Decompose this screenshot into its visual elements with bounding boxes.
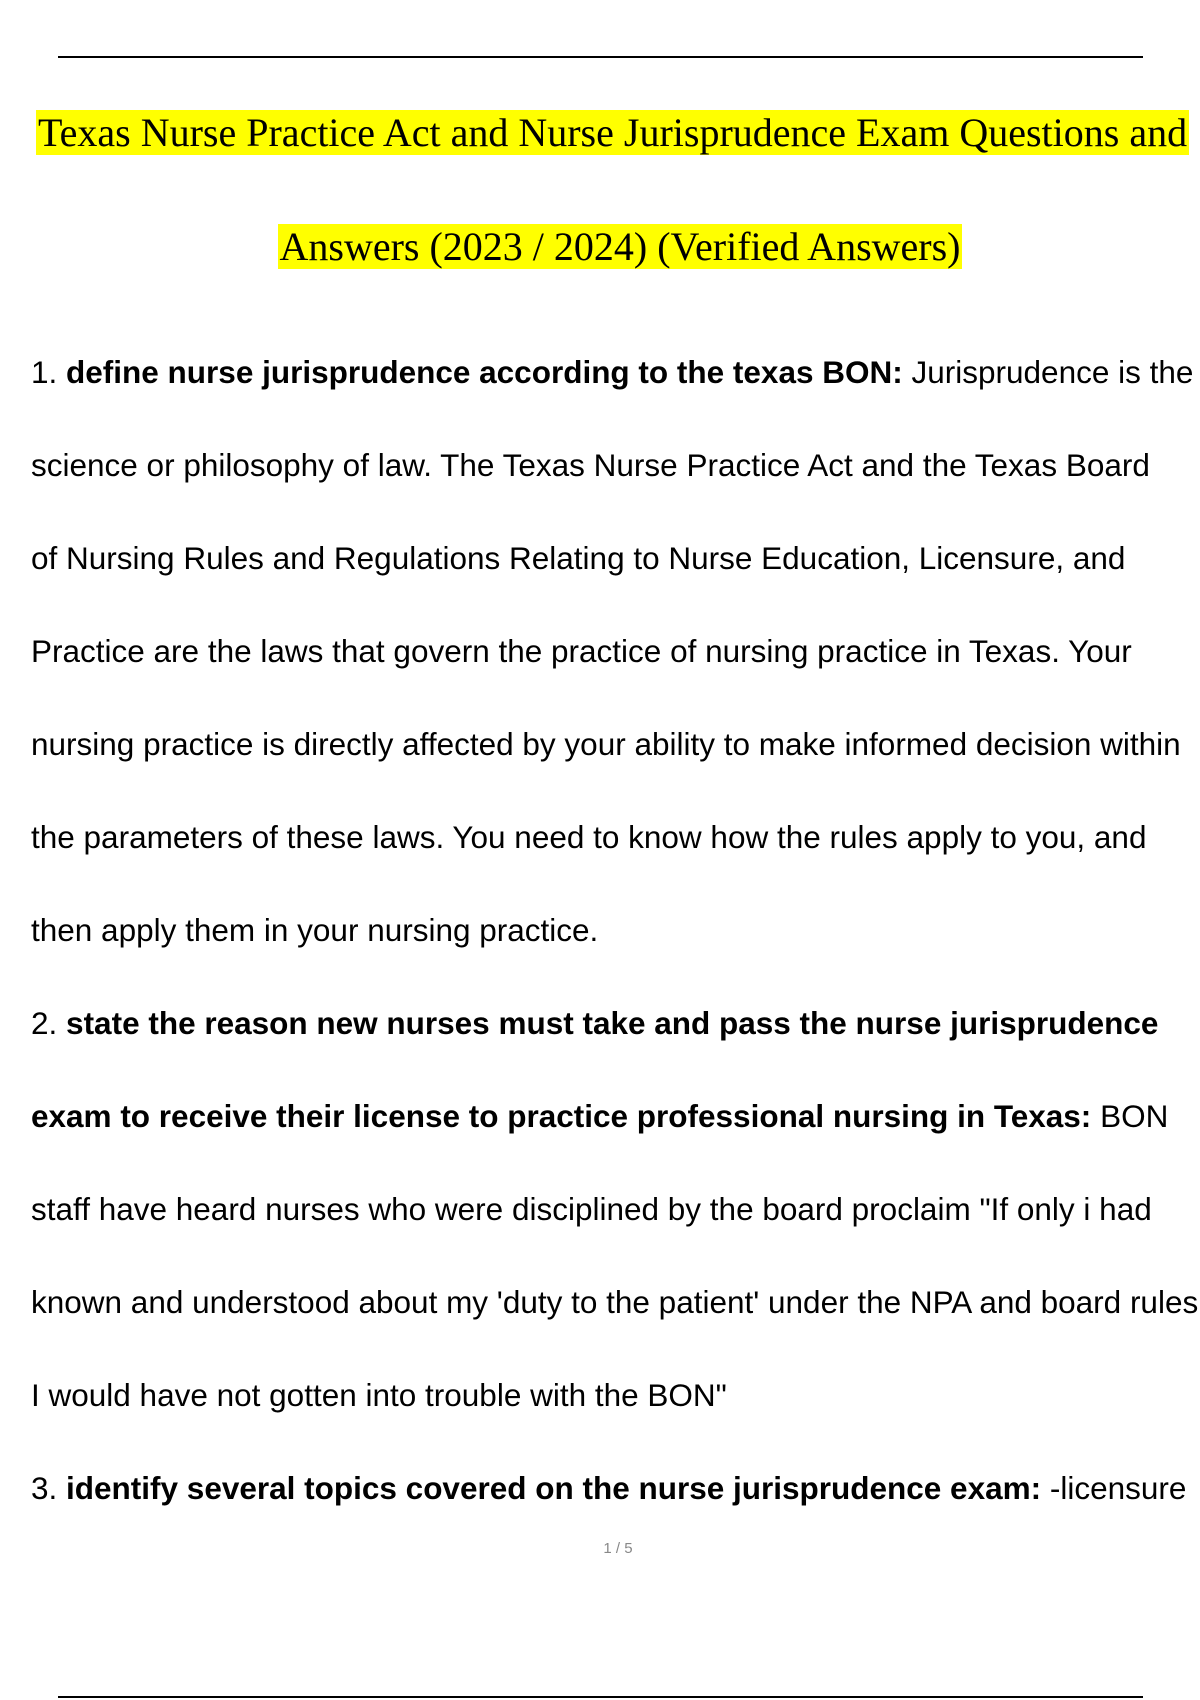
question-number: 1. [31, 354, 58, 390]
title-highlight: Answers (2023 / 2024) (Verified Answers) [279, 224, 961, 269]
answer-line: science or philosophy of law. The Texas Nurse Practice Act and the Texas Board [31, 447, 1150, 483]
document-title-line-1 [36, 110, 1189, 156]
document-title-line-2 [0, 224, 1200, 270]
answer-line: staff have heard nurses who were disciplined by the board proclaim "If only i had [31, 1191, 1152, 1227]
answer-text: Jurisprudence is the [911, 354, 1194, 390]
question-text: define nurse jurisprudence according to the texas BON: [66, 354, 903, 390]
question-text: identify several topics covered on the nurse jurisprudence exam: [66, 1470, 1042, 1506]
top-divider [58, 56, 1143, 58]
title-highlight: Texas Nurse Practice Act and Nurse Jurisprudence Exam Questions and [38, 110, 1188, 155]
question-1 [31, 354, 1193, 390]
question-number: 3. [31, 1470, 58, 1506]
question-text: state the reason new nurses must take and pass the nurse jurisprudence [66, 1005, 1159, 1041]
answer-line: known and understood about my 'duty to the patient' under the NPA and board rules [31, 1284, 1199, 1320]
answer-text: BON [1100, 1098, 1169, 1134]
question-3 [31, 1470, 1186, 1506]
answer-text: -licensure [1049, 1470, 1187, 1506]
bottom-divider [58, 1696, 1143, 1698]
answer-line: of Nursing Rules and Regulations Relating to Nurse Education, Licensure, and [31, 540, 1126, 576]
answer-line: the parameters of these laws. You need to know how the rules apply to you, and [31, 819, 1147, 855]
answer-line: then apply them in your nursing practice. [31, 912, 599, 948]
question-number: 2. [31, 1005, 58, 1041]
page-indicator: 1 / 5 [603, 1540, 633, 1557]
answer-line: Practice are the laws that govern the practice of nursing practice in Texas. Your [31, 633, 1132, 669]
answer-line: I would have not gotten into trouble with the BON" [31, 1377, 727, 1413]
question-text: exam to receive their license to practice professional nursing in Texas: [31, 1098, 1092, 1134]
question-2 [31, 1005, 1158, 1041]
question-2-continued [31, 1098, 1168, 1134]
answer-line: nursing practice is directly affected by your ability to make informed decision within [31, 726, 1181, 762]
